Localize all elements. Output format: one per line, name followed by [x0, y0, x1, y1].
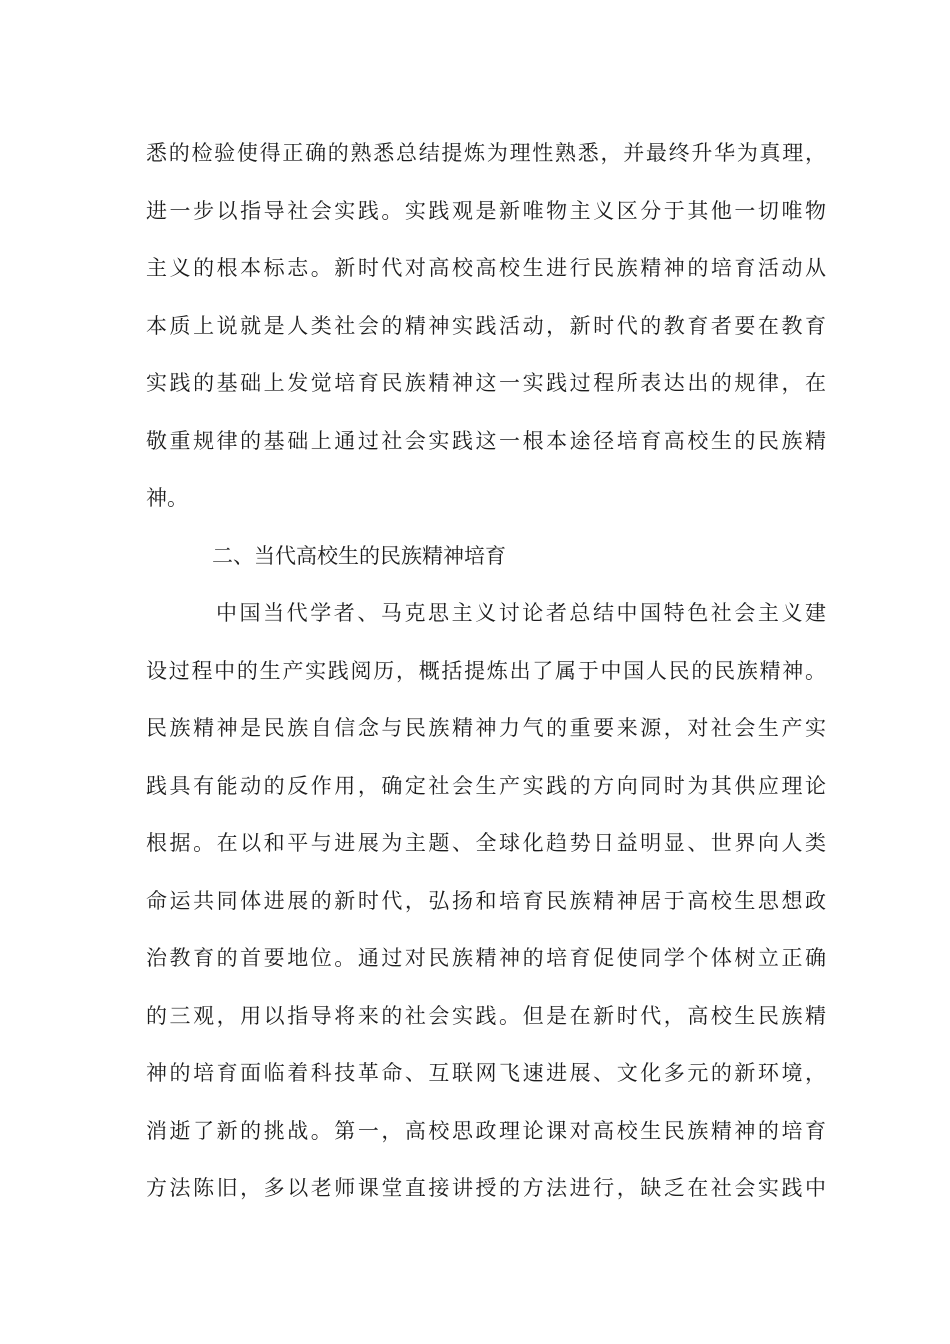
paragraph-line: 中国当代学者、马克思主义讨论者总结中国特色社会主义建	[216, 601, 826, 625]
paragraph-line: 民族精神是民族自信念与民族精神力气的重要来源，对社会生产实	[146, 716, 826, 740]
paragraph-line: 治教育的首要地位。通过对民族精神的培育促使同学个体树立正确	[146, 946, 826, 970]
paragraph-line: 神的培育面临着科技革命、互联网飞速进展、文化多元的新环境，	[146, 1061, 826, 1085]
paragraph-line: 消逝了新的挑战。第一，高校思政理论课对高校生民族精神的培育	[146, 1119, 826, 1143]
paragraph-line: 践具有能动的反作用，确定社会生产实践的方向同时为其供应理论	[146, 774, 826, 798]
paragraph-line: 进一步以指导社会实践。实践观是新唯物主义区分于其他一切唯物	[146, 199, 826, 223]
section-heading: 二、当代高校生的民族精神培育	[212, 544, 506, 568]
paragraph-line: 实践的基础上发觉培育民族精神这一实践过程所表达出的规律，在	[146, 371, 826, 395]
paragraph-line: 敬重规律的基础上通过社会实践这一根本途径培育高校生的民族精	[146, 429, 826, 453]
paragraph-line: 的三观，用以指导将来的社会实践。但是在新时代，高校生民族精	[146, 1004, 826, 1028]
paragraph-line: 主义的根本标志。新时代对高校高校生进行民族精神的培育活动从	[146, 256, 826, 280]
paragraph-line: 设过程中的生产实践阅历，概括提炼出了属于中国人民的民族精神。	[146, 659, 826, 683]
paragraph-line: 神。	[146, 486, 188, 510]
paragraph-line: 命运共同体进展的新时代，弘扬和培育民族精神居于高校生思想政	[146, 889, 826, 913]
paragraph-line: 方法陈旧，多以老师课堂直接讲授的方法进行，缺乏在社会实践中	[146, 1176, 826, 1200]
paragraph-line: 根据。在以和平与进展为主题、全球化趋势日益明显、世界向人类	[146, 831, 826, 855]
paragraph-line: 悉的检验使得正确的熟悉总结提炼为理性熟悉，并最终升华为真理，	[146, 141, 826, 165]
paragraph-line: 本质上说就是人类社会的精神实践活动，新时代的教育者要在教育	[146, 314, 826, 338]
